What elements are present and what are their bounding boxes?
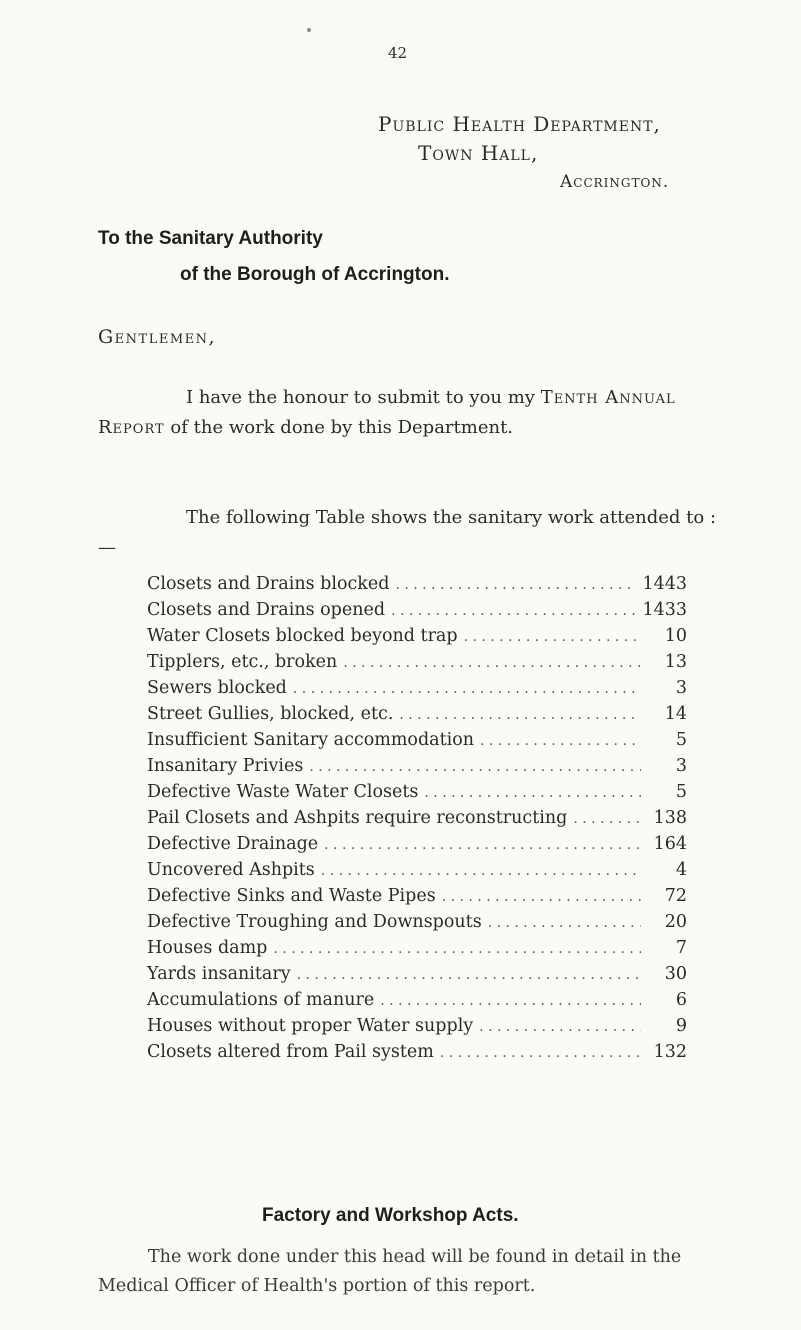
recipient-line-2: of the Borough of Accrington.: [180, 264, 450, 285]
row-label: Closets altered from Pail system: [147, 1042, 434, 1062]
row-label: Houses without proper Water supply: [147, 1016, 474, 1036]
dot-leader: [321, 863, 641, 879]
table-row: [147, 834, 687, 860]
salutation: Gentlemen,: [98, 326, 217, 348]
row-value: 3: [675, 756, 687, 776]
row-label: Tipplers, etc., broken: [147, 652, 338, 672]
dot-leader: [442, 889, 641, 905]
table-row: [147, 912, 687, 938]
row-value: 164: [653, 834, 687, 854]
dot-leader: [573, 811, 641, 827]
table-row: [147, 860, 687, 886]
intro-before: I have the honour to submit to you my: [186, 387, 541, 408]
address-line-1: Public Health Department,: [378, 112, 661, 136]
row-label: Defective Troughing and Downspouts: [147, 912, 482, 932]
row-label: Houses damp: [147, 938, 268, 958]
row-value: 10: [664, 626, 687, 646]
table-row: [147, 1042, 687, 1068]
row-value: 20: [664, 912, 687, 932]
table-row: [147, 626, 687, 652]
dot-leader: [424, 785, 641, 801]
table-row: [147, 704, 687, 730]
dot-leader: [309, 759, 641, 775]
row-value: 7: [675, 938, 687, 958]
row-value: 138: [653, 808, 687, 828]
section-heading: Factory and Workshop Acts.: [262, 1205, 519, 1226]
table-row: [147, 938, 687, 964]
intro-paragraph: [98, 383, 728, 443]
row-value: 5: [675, 730, 687, 750]
dot-leader: [273, 941, 641, 957]
row-label: Uncovered Ashpits: [147, 860, 315, 880]
report-title: Tenth Annual Report: [98, 387, 676, 438]
dot-leader: [391, 603, 636, 619]
row-value: 30: [664, 964, 687, 984]
table-row: [147, 600, 687, 626]
table-row: [147, 782, 687, 808]
ink-dot: [307, 28, 311, 32]
dot-leader: [380, 993, 641, 1009]
recipient-line-1: To the Sanitary Authority: [98, 228, 323, 249]
row-value: 5: [675, 782, 687, 802]
section-paragraph: The work done under this head will be found in detail in the Medical Officer of Health's portion of this report.: [98, 1247, 682, 1296]
row-label: Closets and Drains blocked: [147, 574, 390, 594]
dot-leader: [464, 629, 641, 645]
row-label: Accumulations of manure: [147, 990, 375, 1010]
table-intro: The following Table shows the sanitary work attended to :—: [98, 507, 717, 558]
row-value: 132: [653, 1042, 687, 1062]
row-label: Insufficient Sanitary accommodation: [147, 730, 475, 750]
table-row: [147, 652, 687, 678]
row-label: Insanitary Privies: [147, 756, 304, 776]
dot-leader: [293, 681, 641, 697]
table-row: [147, 756, 687, 782]
row-value: 3: [675, 678, 687, 698]
address-line-2: Town Hall,: [418, 141, 539, 165]
page-number: 42: [388, 44, 408, 62]
table-row: [147, 730, 687, 756]
row-value: 1443: [642, 574, 687, 594]
row-label: Defective Waste Water Closets: [147, 782, 419, 802]
dot-leader: [399, 707, 641, 723]
row-label: Street Gullies, blocked, etc.: [147, 704, 394, 724]
row-value: 6: [675, 990, 687, 1010]
dot-leader: [297, 967, 641, 983]
address-line-3: Accrington.: [560, 172, 670, 192]
sanitary-work-table: [147, 574, 687, 1068]
row-label: Defective Sinks and Waste Pipes: [147, 886, 436, 906]
row-value: 13: [664, 652, 687, 672]
dot-leader: [324, 837, 641, 853]
table-row: [147, 990, 687, 1016]
table-row: [147, 574, 687, 600]
row-label: Pail Closets and Ashpits require reconstructing: [147, 808, 568, 828]
row-label: Defective Drainage: [147, 834, 319, 854]
table-row: [147, 964, 687, 990]
dot-leader: [480, 733, 641, 749]
row-value: 1433: [642, 600, 687, 620]
table-row: [147, 678, 687, 704]
dot-leader: [440, 1045, 641, 1061]
table-row: [147, 808, 687, 834]
row-label: Water Closets blocked beyond trap: [147, 626, 458, 646]
row-value: 9: [675, 1016, 687, 1036]
row-label: Yards insanitary: [147, 964, 291, 984]
row-label: Closets and Drains opened: [147, 600, 386, 620]
table-row: [147, 1016, 687, 1042]
row-value: 14: [664, 704, 687, 724]
table-row: [147, 886, 687, 912]
intro-after: of the work done by this Department.: [164, 417, 514, 438]
row-value: 4: [675, 860, 687, 880]
dot-leader: [479, 1019, 641, 1035]
row-value: 72: [664, 886, 687, 906]
dot-leader: [395, 577, 636, 593]
row-label: Sewers blocked: [147, 678, 287, 698]
dot-leader: [488, 915, 641, 931]
dot-leader: [343, 655, 641, 671]
